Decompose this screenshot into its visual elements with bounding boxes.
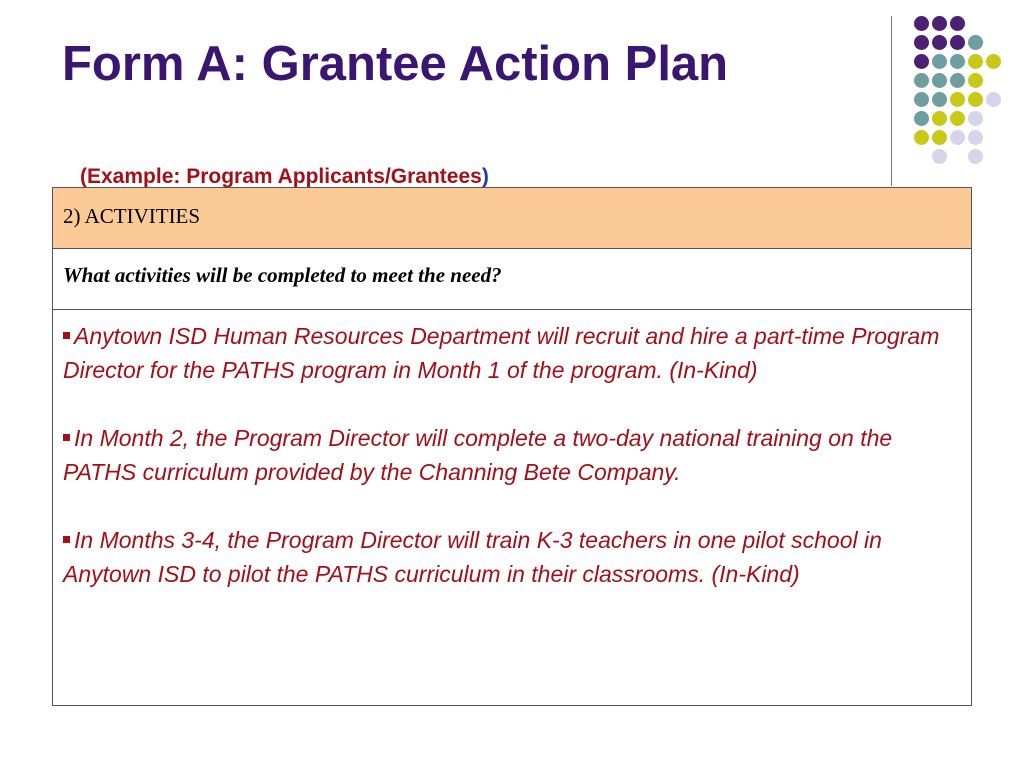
- dot: [968, 35, 983, 50]
- dot: [986, 92, 1001, 107]
- bullet-icon: [63, 434, 70, 441]
- dot: [932, 54, 947, 69]
- dot: [914, 111, 929, 126]
- table-question-cell: What activities will be completed to meet the need?: [53, 249, 971, 310]
- activity-item: [63, 421, 961, 489]
- bullet-icon: [63, 536, 70, 543]
- dot: [914, 54, 929, 69]
- dot: [986, 54, 1001, 69]
- dot: [950, 16, 965, 31]
- table-activities-cell: [53, 310, 971, 705]
- activity-text: In Months 3-4, the Program Director will train K-3 teachers in one pilot school in Anytown ISD to pilot the PATHS curriculum in their classrooms. (In-Kind): [63, 527, 882, 587]
- dot: [932, 130, 947, 145]
- dot: [950, 35, 965, 50]
- activity-item: [63, 523, 961, 591]
- dot: [914, 16, 929, 31]
- subtitle-text: (Example: Program Applicants/Grantees: [80, 165, 482, 188]
- dot: [950, 111, 965, 126]
- dot: [968, 111, 983, 126]
- subtitle-close-paren: ): [481, 165, 489, 188]
- table-header-cell: 2) ACTIVITIES: [53, 188, 971, 249]
- activity-text: In Month 2, the Program Director will complete a two-day national training on the PATHS curriculum provided by the Channing Bete Company.: [63, 425, 893, 485]
- dot: [932, 92, 947, 107]
- dot: [968, 54, 983, 69]
- dot: [950, 73, 965, 88]
- divider-line: [891, 16, 892, 186]
- dot: [914, 73, 929, 88]
- dot: [950, 92, 965, 107]
- activity-item: [63, 319, 961, 387]
- dot: [914, 130, 929, 145]
- dot: [968, 73, 983, 88]
- slide-title: Form A: Grantee Action Plan: [62, 37, 729, 91]
- slide-subtitle: [80, 166, 489, 187]
- dot: [932, 16, 947, 31]
- dot: [932, 149, 947, 164]
- dot: [968, 149, 983, 164]
- dot: [968, 130, 983, 145]
- dot: [914, 92, 929, 107]
- dot: [932, 73, 947, 88]
- dot: [950, 130, 965, 145]
- dot: [968, 92, 983, 107]
- action-plan-table: [52, 187, 972, 706]
- activity-text: Anytown ISD Human Resources Department will recruit and hire a part-time Program Director for the PATHS program in Month 1 of the program. (In-Kind): [63, 323, 940, 383]
- dot: [950, 54, 965, 69]
- bullet-icon: [63, 332, 70, 339]
- dot: [914, 35, 929, 50]
- dot: [932, 35, 947, 50]
- dot: [932, 111, 947, 126]
